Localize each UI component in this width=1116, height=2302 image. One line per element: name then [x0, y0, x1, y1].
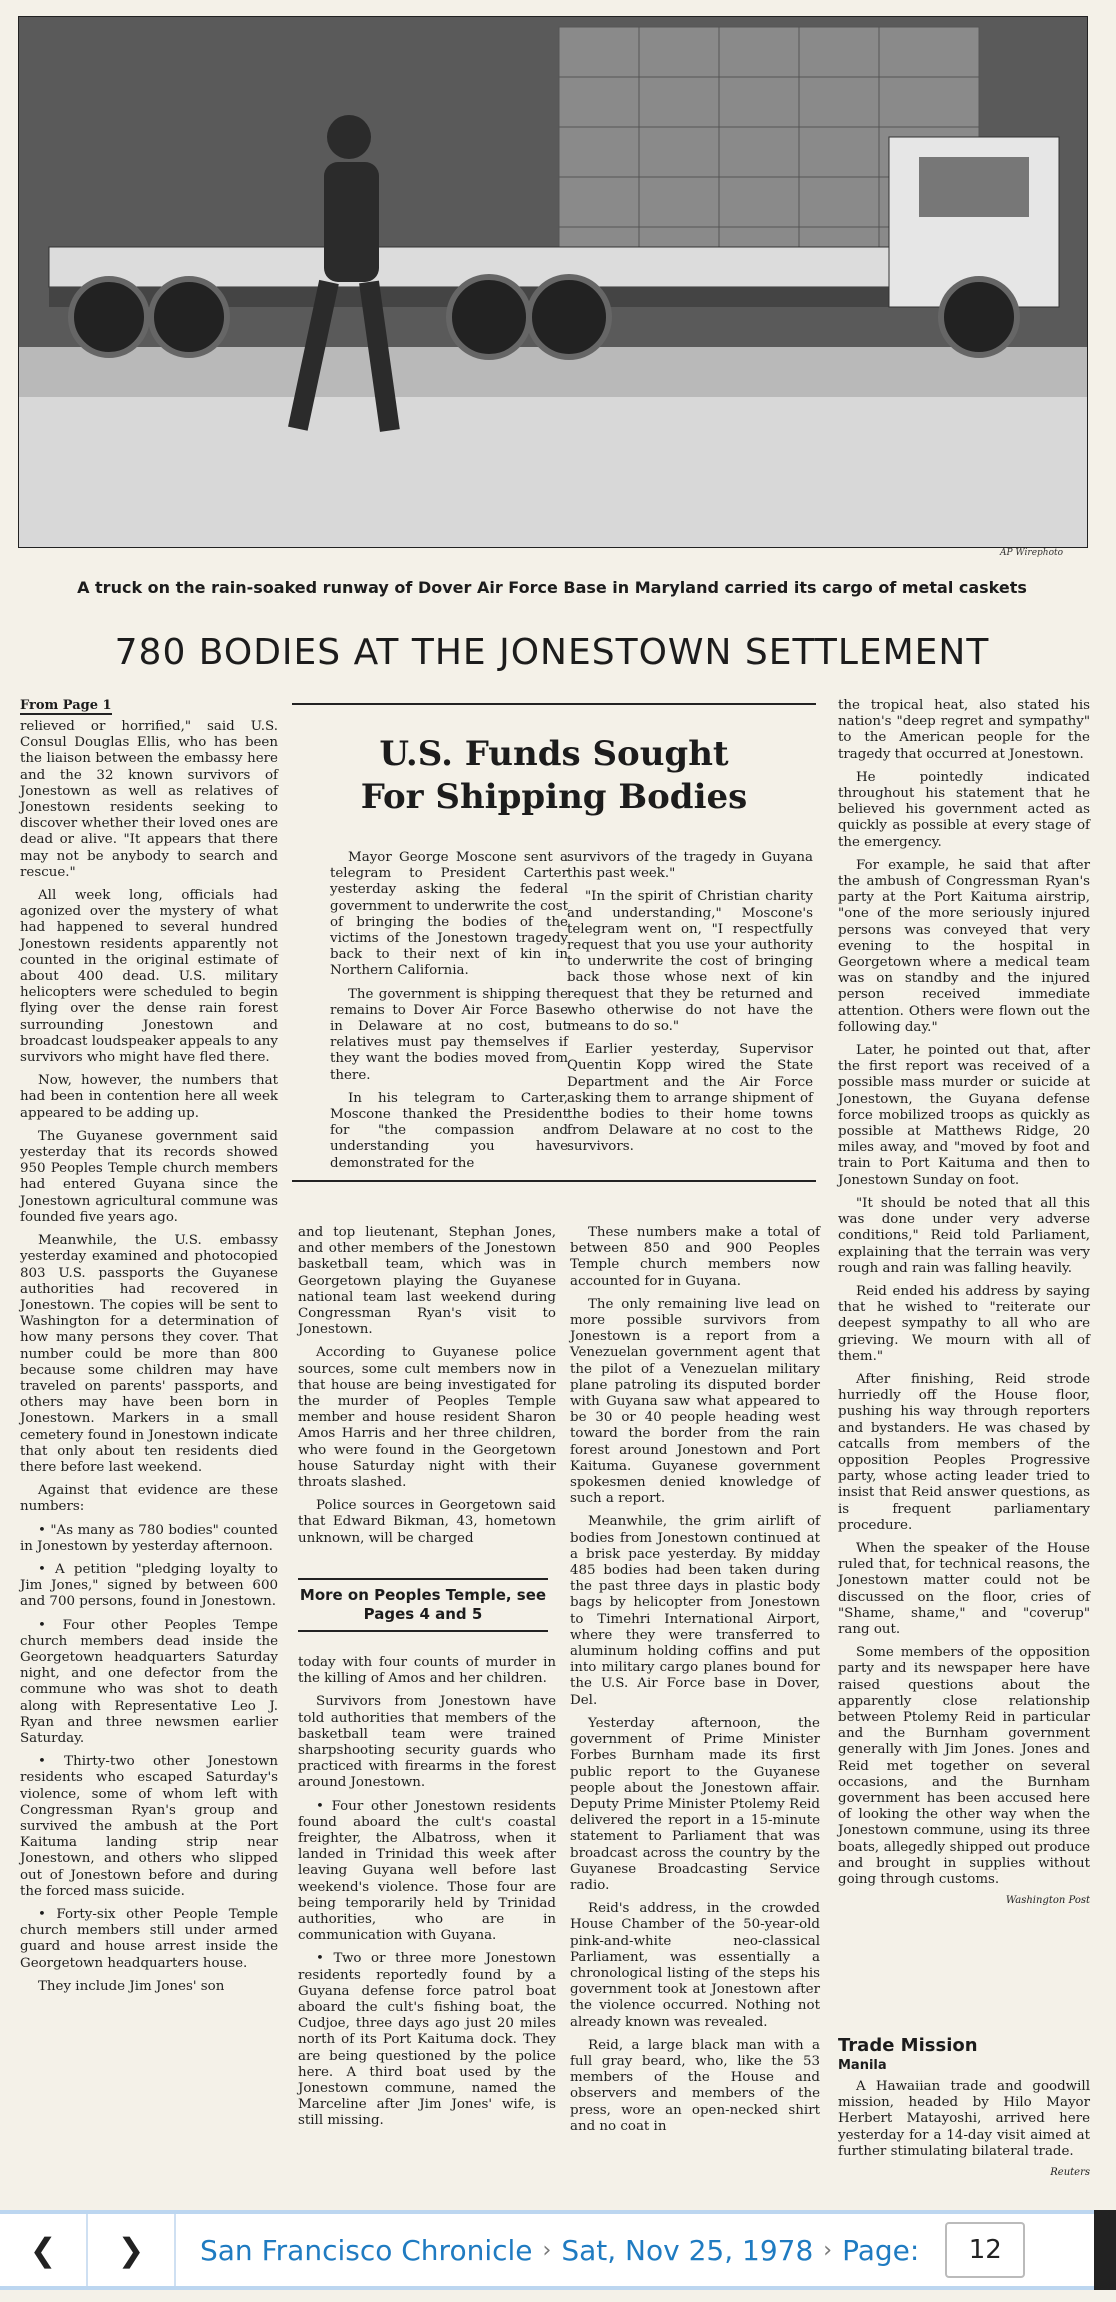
article-paragraph: Reid, a large black man with a full gray beard, who, like the 53 members of the House and observers and members of the press, wore an open-necked shirt and no coat in — [570, 2037, 820, 2134]
article-paragraph: Police sources in Georgetown said that Edward Bikman, 43, hometown unknown, will be charged — [298, 1498, 556, 1546]
brief-dateline: Manila — [838, 2058, 887, 2073]
news-photo — [18, 16, 1088, 548]
article-paragraph: Meanwhile, the U.S. embassy yesterday examined and photocopied 803 U.S. passports the Guyanese authorities had recovered in Jonestown. The copies will be sent to Washington for a determination of how many persons they cover. That number could be more than 800 because some children may have traveled on parents' passports, and others may have been born in Jonestown. Markers in a small cemetery found in Jonestown indicate that only about ten residents died there before last weekend. — [20, 1233, 278, 1475]
date-link[interactable]: Sat, Nov 25, 1978 — [561, 2233, 814, 2267]
more-coverage-box: More on Peoples Temple, see Pages 4 and 5 — [298, 1578, 548, 1632]
article-paragraph: They include Jim Jones' son — [38, 1978, 225, 1994]
article-paragraph: Survivors from Jonestown have told authorities that members of the basketball team were trained sharpshooting security guards who practiced with firearms in the forest around Jonestown. — [298, 1694, 556, 1791]
article-paragraph: Reid's address, in the crowded House Chamber of the 50-year-old pink-and-white neo-classical Parliament, was essentially a chronological listing of the steps his government took at Jonestown after the violence occurred. Nothing not already known was revealed. — [570, 1901, 820, 2030]
brief-title: Trade Mission — [838, 2035, 978, 2056]
article-paragraph: The Guyanese government said yesterday that its records showed 950 Peoples Temple church members had entered Guyana since the Jonestown agricultural commune was founded five years ago. — [20, 1128, 278, 1225]
article-paragraph: Now, however, the numbers that had been in contention here all week appeared to be adding up. — [20, 1073, 278, 1121]
article-paragraph: All week long, officials had agonized over the mystery of what had happened to several hundred Jonestown residents apparently not counted in the original estimate of about 400 dead. U.S. military helicopters were scheduled to begin flying over the dense rain forest surrounding Jonestown and broadcast loudspeaker appeals to any survivors who might have fled there. — [20, 888, 278, 1066]
page-navigation-bar — [0, 2210, 1094, 2290]
mid-column-c — [570, 1225, 820, 2145]
article-paragraph: Some members of the opposition party and its newspaper here have raised questions about the apparently close relationship between Ptolemy Reid in particular and the Burnham government generally with Jim Jones. Jones and Reid met together on several occasions, and the Burnham government has been accused here of looking the other way when the Jonestown commune, using its three boats, allegedly shipped out produce and brought in supplies without going through customs. — [838, 1645, 1090, 1888]
article-paragraph: Reid ended his address by saying that he wished to "reiterate our deepest sympathy to all who are grieving. We mourn with all of them." — [838, 1283, 1090, 1364]
article-paragraph: • Thirty-two other Jonestown residents who escaped Saturday's violence, some of whom left with Congressman Ryan's group and survived the ambush at the Port Kaituma landing strip near Jonestown, and others who slipped out of Jonestown before and during the forced mass suicide. — [20, 1754, 278, 1899]
next-page-button[interactable]: ❯ — [88, 2214, 176, 2286]
story-rule — [292, 703, 816, 705]
article-paragraph: • A petition "pledging loyalty to Jim Jones," signed by between 600 and 700 persons, found in Jonestown. — [20, 1561, 278, 1610]
byline-reuters: Reuters — [1050, 2167, 1090, 2179]
article-paragraph: "It should be noted that all this was done under very adverse conditions," Reid told Parliament, explaining that the terrain was very rough and rain was falling heavily. — [838, 1195, 1090, 1276]
sidebar-column-b — [567, 850, 813, 1170]
article-paragraph: • Forty-six other People Temple church members still under armed guard and house arrest inside the Georgetown headquarters house. — [20, 1907, 278, 1971]
article-paragraph: According to Guyanese police sources, some cult members now in that house are being investigated for the murder of Peoples Temple member and house resident Sharon Amos Harris and her three children, who were found in the Georgetown house Saturday night with their throats slashed. — [298, 1345, 556, 1491]
story-rule — [292, 1180, 816, 1182]
mid-column-a — [298, 1225, 556, 1565]
article-paragraph: • Two or three more Jonestown residents reportedly found by a Guyana defense force patrol boat aboard the cult's fishing boat, the Cudjoe, three days ago just 20 miles north of its Port Kaituma dock. They are being questioned by the police here. A third boat used by the Jonestown commune, named the Marceline after Jim Jones' wife, is still missing. — [298, 1951, 556, 2129]
sidebar-column-a — [330, 850, 568, 1170]
photo-caption: A truck on the rain-soaked runway of Dover Air Force Base in Maryland carried its cargo of metal caskets — [77, 578, 1027, 597]
byline-washington-post: Washington Post — [1005, 1895, 1090, 1907]
sidebar-headline-line1: U.S. Funds Sought — [379, 734, 729, 774]
article-paragraph: He pointedly indicated throughout his statement that he believed his government acted as quickly as possible at every stage of the emergency. — [838, 769, 1090, 850]
article-paragraph: The government is shipping the remains to Dover Air Force Base in Delaware at no cost, but relatives must pay themselves if they want the bodies moved from there. — [330, 986, 568, 1083]
article-paragraph: After finishing, Reid strode hurriedly off the House floor, pushing his way through reporters and bystanders. He was chased by catcalls from members of the opposition Peoples Progressive party, whose acting leader tried to insist that Reid answer questions, as is frequent parliamentary procedure. — [838, 1371, 1090, 1533]
photo-credit: AP Wirephoto — [1000, 548, 1064, 558]
article-paragraph: and top lieutenant, Stephan Jones, and other members of the Jonestown basketball team, which was in Georgetown playing the Guyanese national team last weekend during Congressman Ryan's visit to Jonestown. — [298, 1225, 556, 1338]
page-label: Page: — [842, 2233, 920, 2267]
article-paragraph: The only remaining live lead on more possible survivors from Jonestown is a report from a Venezuelan government agent that the pilot of a Venezuelan military plane patroling its disputed border with Guyana saw what appeared to be 30 or 40 people heading west toward the border from the rain forest around Jonestown and Port Kaituma. Guyanese government spokesmen denied knowledge of such a report. — [570, 1296, 820, 1507]
article-paragraph: These numbers make a total of between 850 and 900 Peoples Temple church members now accounted for in Guyana. — [570, 1225, 820, 1289]
truck-photo-illustration — [19, 17, 1087, 547]
breadcrumb-separator-icon: › — [542, 2237, 552, 2263]
trade-mission-brief — [838, 2035, 1090, 2179]
from-page-label: From Page 1 — [20, 698, 112, 713]
article-paragraph: • "As many as 780 bodies" counted in Jonestown by yesterday afternoon. — [20, 1522, 278, 1554]
article-paragraph: Against that evidence are these numbers: — [20, 1483, 278, 1515]
article-paragraph: • Four other Jonestown residents found aboard the cult's coastal freighter, the Albatross, when it landed in Trinidad this week after leaving Guyana well before last weekend's violence. Those four are being temporarily held by Trinidad authorities, who are in communication with Guyana. — [298, 1798, 556, 1944]
article-paragraph: Yesterday afternoon, the government of Prime Minister Forbes Burnham made its first public report to the Guyanese people about the Jonestown affair. Deputy Prime Minister Ptolemy Reid delivered the report in a 15-minute statement to Parliament that was broadcast across the country by the Guyanese Broadcasting Service radio. — [570, 1715, 820, 1893]
page-headline: 780 BODIES AT THE JONESTOWN SETTLEMENT — [114, 632, 990, 673]
page-number-input[interactable]: 12 — [945, 2222, 1025, 2278]
article-paragraph: Later, he pointed out that, after the first report was received of a possible mass murder or suicide at Jonestown, the Guyana defense force mobilized troops as quickly as possible at Matthews Ridge, 20 miles away, and "moved by foot and train to Port Kaituma and then to Jonestown Sunday on foot. — [838, 1043, 1090, 1188]
article-paragraph: • Four other Peoples Tempe church members dead inside the Georgetown headquarters Saturday night, and one defector from the commune who was shot to death along with Representative Leo J. Ryan and three newsmen earlier Saturday. — [20, 1617, 278, 1746]
article-paragraph: Mayor George Moscone sent a telegram to President Carter yesterday asking the federal government to underwrite the cost of bringing the bodies of the victims of the Jonestown tragedy back to their next of kin in Northern California. — [330, 850, 568, 979]
right-column — [838, 698, 1090, 1978]
mid-column-b — [298, 1655, 556, 2155]
article-paragraph: When the speaker of the House ruled that, for technical reasons, the Jonestown matter could not be discussed on the floor, cries of "Shame, shame," and "coverup" rang out. — [838, 1540, 1090, 1637]
sidebar-headline — [292, 733, 816, 819]
article-paragraph: A Hawaiian trade and goodwill mission, headed by Hilo Mayor Herbert Matayoshi, arrived here yesterday for a 14-day visit aimed at further stimulating bilateral trade. — [838, 2079, 1090, 2159]
article-paragraph: Earlier yesterday, Supervisor Quentin Kopp wired the State Department and the Air Force asking them to arrange shipment of the bodies to their home towns from Delaware at no cost to the survivors. — [567, 1042, 813, 1155]
prev-page-button[interactable]: ❮ — [0, 2214, 88, 2286]
article-paragraph: Meanwhile, the grim airlift of bodies from Jonestown continued at a brisk pace yesterday. By midday 485 bodies had been taken during the past three days in plastic body bags by helicopter from Jonestown to Timehri International Airport, where they were transferred to aluminum holding coffins and put into military cargo planes bound for the U.S. Air Force base in Dover, Del. — [570, 1514, 820, 1708]
article-paragraph: In his telegram to Carter, Moscone thanked the President for "the compassion and understanding you have demonstrated for the — [330, 1090, 568, 1171]
scrollbar-edge — [1094, 2210, 1116, 2290]
sidebar-headline-line2: For Shipping Bodies — [360, 777, 748, 817]
article-paragraph: "In the spirit of Christian charity and understanding," Moscone's telegram went on, "I respectfully request that you use your authority to underwrite the cost of bringing back those whose next of kin request that they be returned and who otherwise do not have the means to do so." — [567, 889, 813, 1035]
publication-link[interactable]: San Francisco Chronicle — [200, 2233, 533, 2267]
article-paragraph: relieved or horrified," said U.S. Consul Douglas Ellis, who has been the liaison between the embassy here and the 32 known survivors of Jonestown as well as relatives of Jonestown residents seeking to discover whether their loved ones are dead or alive. "It appears that there may not be anybody to search and rescue." — [20, 719, 278, 880]
article-paragraph: today with four counts of murder in the killing of Amos and her children. — [298, 1655, 556, 1687]
article-paragraph: the tropical heat, also stated his nation's "deep regret and sympathy" to the American people for the tragedy that occurred at Jonestown. — [838, 698, 1090, 762]
left-column — [20, 698, 278, 2158]
article-paragraph: survivors of the tragedy in Guyana this past week." — [567, 850, 813, 882]
article-paragraph: For example, he said that after the ambush of Congressman Ryan's party at the Port Kaituma airstrip, "one of the more seriously injured persons was conveyed that very evening to the hospital in Georgetown where a medical team was on standby and the injured person received immediate attention. Others were flown out the following day." — [838, 857, 1090, 1035]
breadcrumb-separator-icon: › — [823, 2237, 833, 2263]
